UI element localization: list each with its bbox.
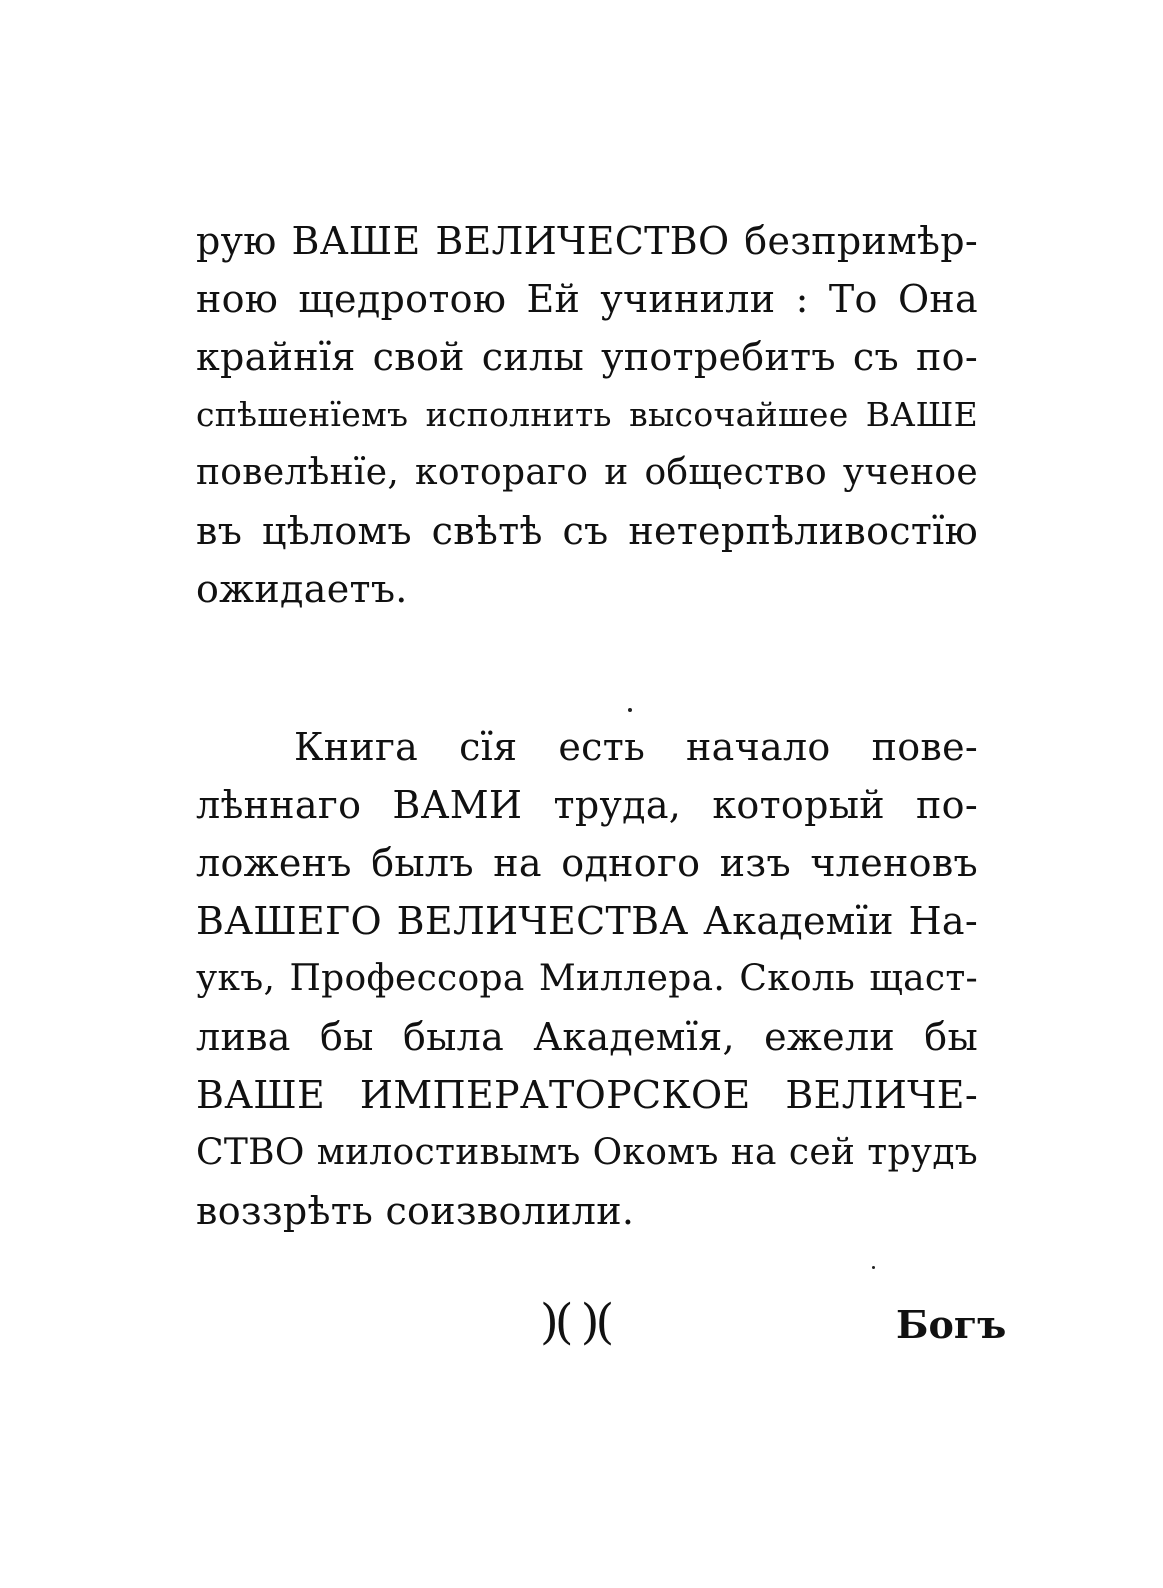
text-line: лѣннаго ВАМИ труда, который по- (196, 783, 978, 827)
text-line: лива бы была Академїя, ежели бы (196, 1015, 978, 1059)
text-line: ВАШЕГО ВЕЛИЧЕСТВА Академїи На- (196, 899, 978, 943)
text-line: ВАШЕ ИМПЕРАТОРСКОЕ ВЕЛИЧЕ- (196, 1073, 978, 1117)
text-line: ожидаетъ. (196, 567, 408, 611)
text-line: спѣшенїемъ исполнить высочайшее ВАШЕ (196, 395, 978, 434)
paragraph-2 (196, 718, 978, 1240)
text-line: укъ, Профессора Миллера. Сколь щаст- (196, 958, 978, 999)
text-line: въ цѣломъ свѣтѣ съ нетерпѣливостїю (196, 509, 978, 553)
text-line: ною щедротою Ей учинили : То Она (196, 277, 978, 321)
text-line: СТВО милостивымъ Окомъ на сей трудъ (196, 1132, 978, 1173)
text-line: Книга сїя есть начало пове- (294, 725, 978, 769)
text-line: повелѣнїе, котораго и общество ученое (196, 452, 978, 493)
print-speck (628, 708, 632, 712)
signature-mark: )( )( (540, 1294, 611, 1350)
paragraph-1 (196, 212, 978, 618)
print-speck (872, 1266, 875, 1269)
text-line: крайнїя свой силы употребитъ съ по- (196, 335, 978, 379)
text-line: воззрѣть соизволили. (196, 1189, 635, 1233)
text-line: ложенъ былъ на одного изъ членовъ (196, 841, 978, 885)
catchword: Богъ (896, 1302, 1007, 1347)
text-line: рую ВАШЕ ВЕЛИЧЕСТВО безпримѣр- (196, 219, 978, 263)
